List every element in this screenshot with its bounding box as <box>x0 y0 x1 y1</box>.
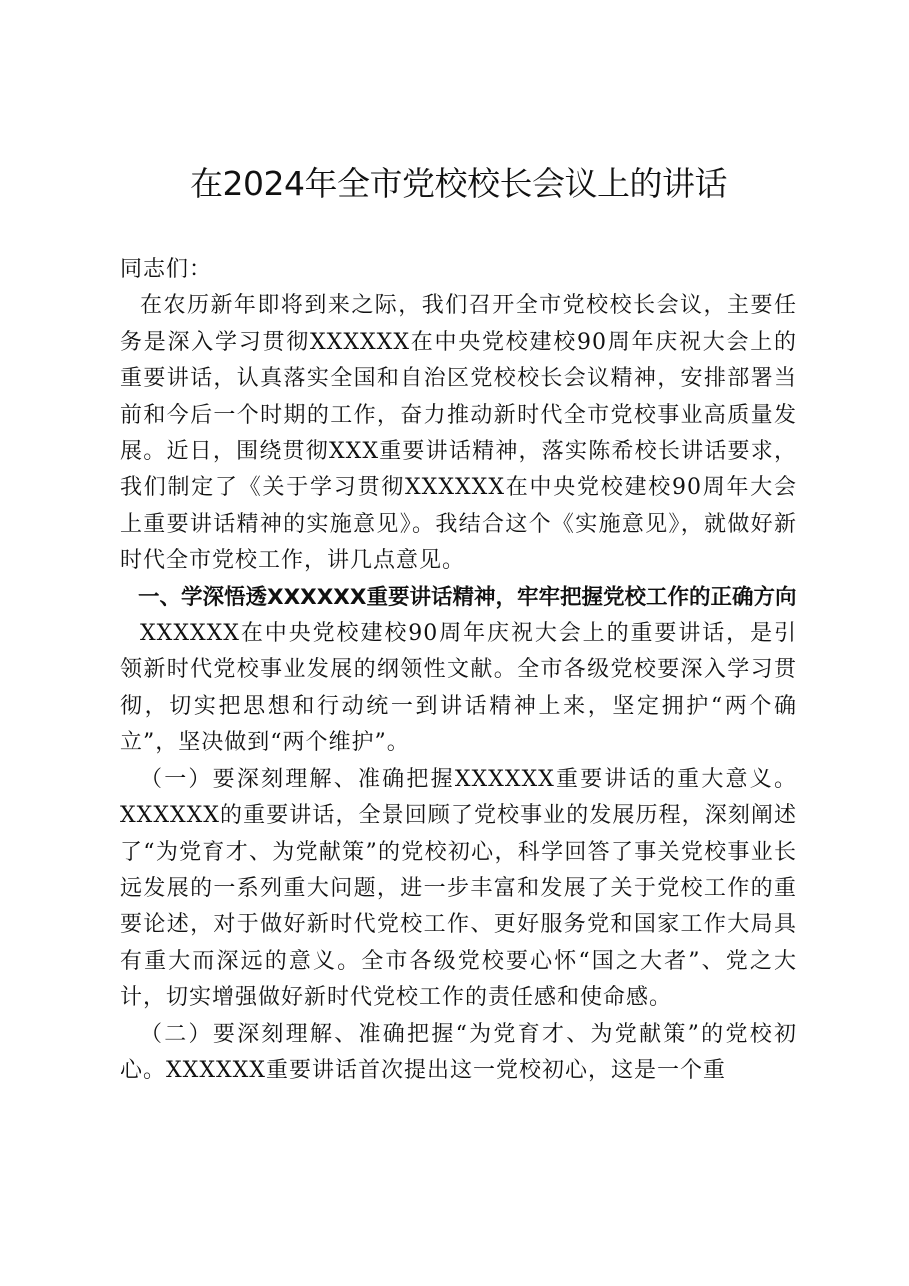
paragraph-subsection-1: （一）要深刻理解、准确把握XXXXXX重要讲话的重大意义。XXXXXX的重要讲话，全景回顾了党校事业的发展历程，深刻阐述了“为党育才、为党献策”的党校初心，科学回答了事关党校事业长远发展的一系列重大问题，进一步丰富和发展了关于党校工作的重要论述，对于做好新时代党校工作、更好服务党和国家工作大局具有重大而深远的意义。全市各级党校要心怀“国之大者”、党之大计，切实增强做好新时代党校工作的责任感和使命感。 <box>120 766 797 1011</box>
document-body <box>120 252 797 1089</box>
paragraph-subsection-2: （二）要深刻理解、准确把握“为党育才、为党献策”的党校初心。XXXXXX重要讲话首次提出这一党校初心，这是一个重 <box>120 1021 797 1083</box>
paragraph-intro: 在农历新年即将到来之际，我们召开全市党校校长会议，主要任务是深入学习贯彻XXXXXX在中央党校建校90周年庆祝大会上的重要讲话，认真落实全国和自治区党校校长会议精神，安排部署当前和今后一个时期的工作，奋力推动新时代全市党校事业高质量发展。近日，围绕贯彻XXX重要讲话精神，落实陈希校长讲话要求，我们制定了《关于学习贯彻XXXXXX在中央党校建校90周年大会上重要讲话精神的实施意见》。我结合这个《实施意见》，就做好新时代全市党校工作，讲几点意见。 <box>120 293 797 574</box>
paragraph-section-1-intro: XXXXXX在中央党校建校90周年庆祝大会上的重要讲话，是引领新时代党校事业发展的纲领性文献。全市各级党校要深入学习贯彻，切实把思想和行动统一到讲话精神上来，坚定拥护“两个确立”，坚决做到“两个维护”。 <box>120 621 797 756</box>
document-title: 在2024年全市党校校长会议上的讲话 <box>190 164 727 203</box>
section-heading-1: 一、学深悟透XXXXXX重要讲话精神，牢牢把握党校工作的正确方向 <box>138 584 797 610</box>
salutation: 同志们： <box>120 257 213 282</box>
